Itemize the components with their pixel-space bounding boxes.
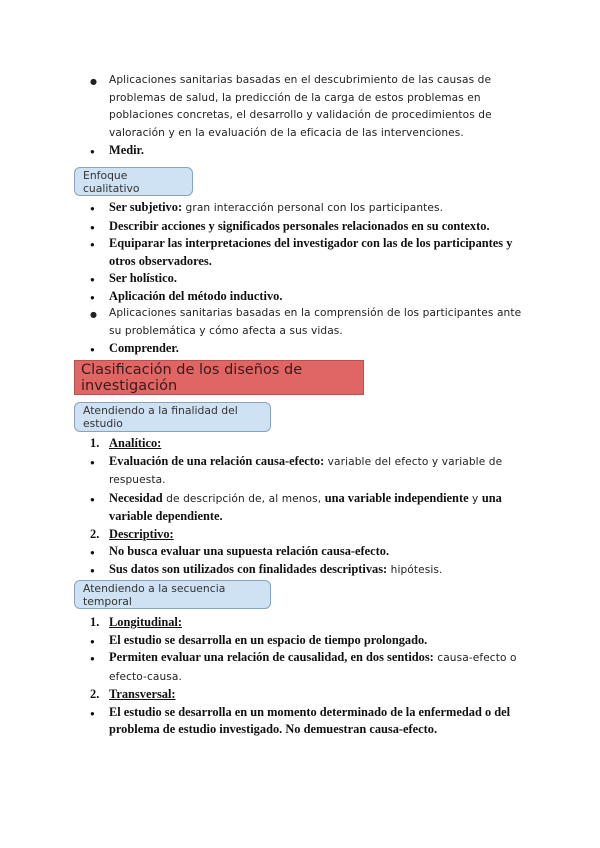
list-item: ● Describir acciones y significados personales relacionados en su contexto. [74,218,529,236]
item-text: hipótesis. [387,563,443,576]
list-item [74,453,529,490]
item-bold: Ser subjetivo: [109,200,183,214]
list-item: ● Ser holístico. [74,270,529,288]
numbered-item-descriptivo [74,526,600,544]
item-number: 1. [90,615,100,629]
list-item [74,561,529,580]
clasificacion-heading: Clasificación de los diseños de investigación [74,360,364,395]
item-title: Analítico: [109,436,162,450]
numbered-item-analitico [74,435,600,453]
temporal-list [0,614,600,739]
list-item: ● Equiparar las interpretaciones del investigador con las de los participantes y otros observadores. [74,235,529,270]
item-text: causa-efecto o efecto-causa. [109,652,517,683]
numbered-item-longitudinal [74,614,600,632]
item-text: de descripción de, al menos, [162,492,325,505]
list-item: ● El estudio se desarrolla en un momento determinado de la enfermedad o del problema de estudio investigado. No demuestran causa-efecto. [74,704,529,739]
item-number: 1. [90,436,100,450]
secuencia-temporal-label: Atendiendo a la secuencia temporal [74,580,271,609]
item-title: Transversal: [109,687,176,701]
item-bold: una variable dependiente. [109,490,502,523]
item-text: gran interacción personal con los participantes. [182,202,444,214]
list-item: ● Aplicaciones sanitarias basadas en el descubrimiento de las causas de problemas de salud, la predicción de la carga de estos problemas en poblaciones concretas, el desarrollo y validación de procedimientos de valoración y en la evaluación de la eficacia de las intervenciones. [74,72,529,142]
list-item [74,490,529,526]
item-bold: Evaluación de una relación causa-efecto: [109,453,325,468]
list-item: ● Medir. [74,142,529,160]
list-item: ● Comprender. [74,340,529,358]
list-item: ● Aplicaciones sanitarias basadas en la comprensión de los participantes ante su problemática y cómo afecta a sus vidas. [74,305,529,340]
list-item [74,199,529,218]
item-bold: una variable independiente [324,490,469,505]
item-number: 2. [90,687,100,701]
cualitativo-bullets [0,199,600,358]
item-text: variable del efecto y variable de respuesta. [109,455,503,486]
list-item: ● El estudio se desarrolla en un espacio de tiempo prolongado. [74,632,529,650]
finalidad-list [0,435,600,579]
list-item [74,649,529,686]
list-item: ● No busca evaluar una supuesta relación causa-efecto. [74,543,529,561]
item-number: 2. [90,526,100,541]
intro-bullets [0,72,600,160]
list-item: ● Aplicación del método inductivo. [74,288,529,306]
item-title: Longitudinal: [109,615,182,629]
finalidad-label: Atendiendo a la finalidad del estudio [74,402,271,432]
item-bold: Necesidad [109,490,163,505]
item-bold: Sus datos son utilizados con finalidades descriptivas: [109,561,388,576]
enfoque-cualitativo-label: Enfoque cualitativo [74,167,193,196]
item-text: y [468,492,482,505]
numbered-item-transversal [74,686,600,704]
item-title: Descriptivo: [109,526,174,541]
item-bold: Permiten evaluar una relación de causalidad, en dos sentidos: [109,650,434,664]
